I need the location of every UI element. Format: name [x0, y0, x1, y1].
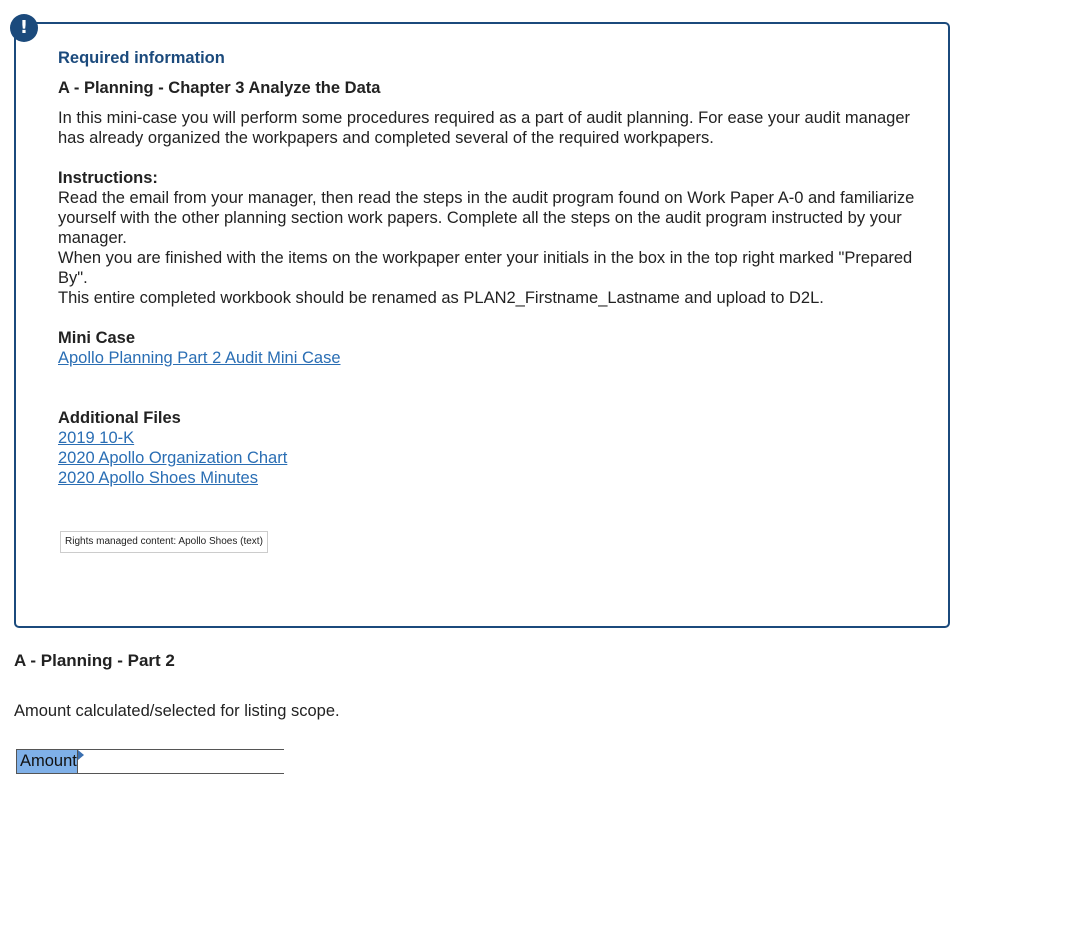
file-link-org-chart[interactable]: 2020 Apollo Organization Chart	[58, 449, 288, 467]
case-title: A - Planning - Chapter 3 Analyze the Data	[58, 79, 381, 97]
instruction-line: This entire completed workbook should be renamed as PLAN2_Firstname_Lastname and upload to D2L.	[58, 289, 824, 307]
instruction-line: Read the email from your manager, then read the steps in the audit program found on Work Paper A-0 and familiarize yourself with the other planning section work papers. Complete all the steps on the audit program instructed by your manager.	[58, 189, 915, 247]
amount-label-cell	[17, 750, 78, 773]
part-title: A - Planning - Part 2	[14, 651, 175, 670]
mini-case-heading: Mini Case	[58, 329, 136, 347]
question-prompt: Amount calculated/selected for listing scope.	[14, 702, 340, 720]
rights-notice: Rights managed content: Apollo Shoes (text)	[60, 531, 268, 553]
intro-paragraph: In this mini-case you will perform some procedures required as a part of audit planning. For ease your audit manager has already organized the workpapers and completed several of the required workpapers.	[58, 109, 911, 147]
file-link-10k[interactable]: 2019 10-K	[58, 429, 135, 447]
instruction-line: When you are finished with the items on the workpaper enter your initials in the box in the top right marked "Prepared By".	[58, 249, 913, 287]
additional-files-heading: Additional Files	[58, 409, 181, 427]
mini-case-link[interactable]: Apollo Planning Part 2 Audit Mini Case	[58, 349, 341, 367]
info-content	[58, 48, 918, 488]
instructions-heading: Instructions:	[58, 169, 158, 187]
cell-marker-icon	[78, 750, 84, 760]
amount-answer-table	[16, 749, 284, 774]
amount-input[interactable]	[78, 750, 293, 773]
file-link-minutes[interactable]: 2020 Apollo Shoes Minutes	[58, 469, 258, 487]
alert-icon: !	[10, 14, 38, 42]
amount-label: Amount	[20, 752, 77, 770]
required-information-heading: Required information	[58, 49, 225, 67]
